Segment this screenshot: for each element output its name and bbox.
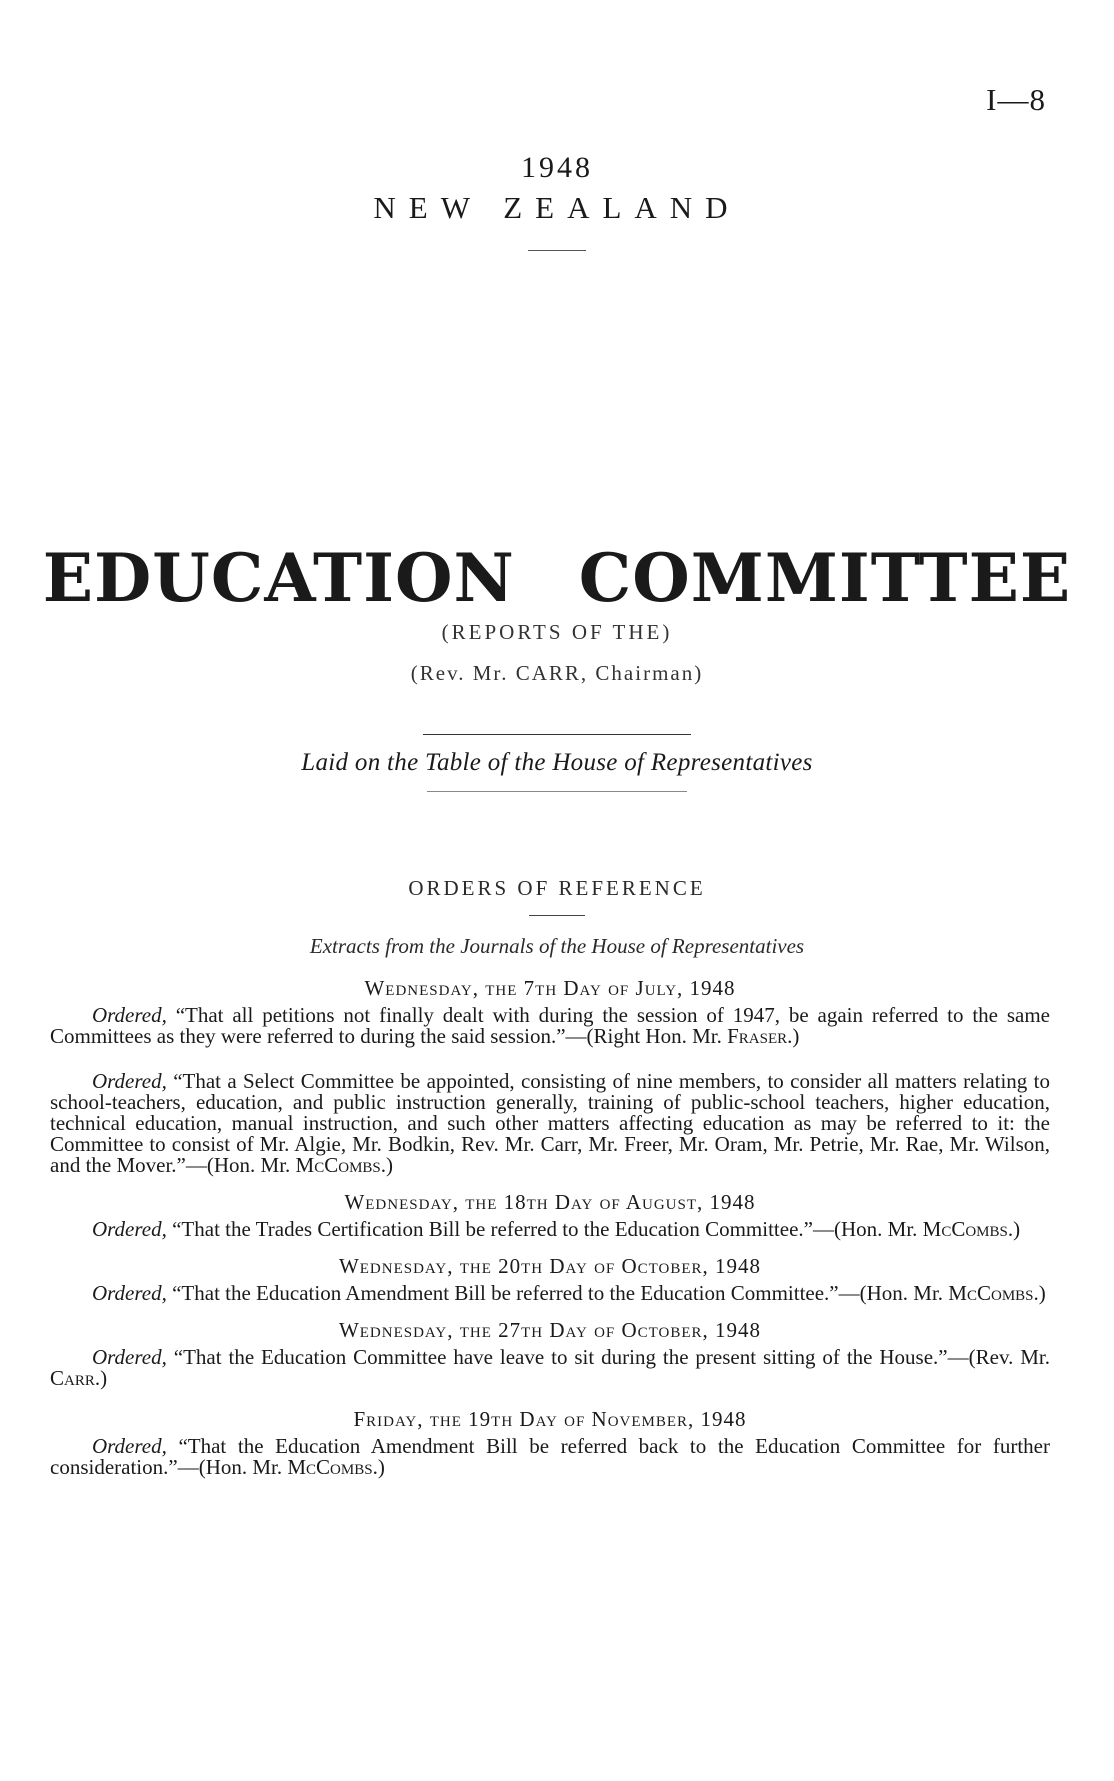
mover-name: McCombs (295, 1153, 381, 1177)
orders-of-reference (0, 876, 1114, 959)
country-heading: NEW ZEALAND (373, 190, 741, 225)
date-heading: Wednesday, the 18th Day of August, 1948 (344, 1190, 756, 1214)
mover-name: Carr (50, 1366, 95, 1390)
ordered-label: Ordered, (92, 1217, 167, 1241)
document-header (0, 150, 1114, 251)
date-heading: Friday, the 19th Day of November, 1948 (353, 1407, 747, 1431)
date-heading: Wednesday, the 27th Day of October, 1948 (338, 1318, 762, 1342)
order-paragraph (50, 1005, 1050, 1047)
order-paragraph (50, 1347, 1050, 1389)
mover-name: McCombs (922, 1217, 1008, 1241)
order-text: “That the Education Amendment Bill be referred to the Education Committee.”—(Hon. Mr. (172, 1281, 949, 1305)
order-close: .) (1033, 1281, 1046, 1305)
order-text: “That all petitions not finally dealt with during the session of 1947, be again referred to the same Committees as they were referred to during the said session.”—(Right Hon. Mr. (50, 1003, 1050, 1048)
order-paragraph (50, 1219, 1050, 1240)
ordered-label: Ordered, (92, 1003, 167, 1027)
orders-body (50, 978, 1050, 1478)
chairman-line: (Rev. Mr. CARR, Chairman) (410, 661, 704, 685)
document-title: EDUCATION COMMITTEE (42, 539, 1072, 617)
order-text: “That a Select Committee be appointed, consisting of nine members, to consider all matters relating to school-teachers, education, and public instruction generally, training of public-school teachers, higher education, technical education, manual instruction, and such other matters affecting education as may be referred to it: the Committee to consist of Mr. Algie, Mr. Bodkin, Rev. Mr. Carr, Mr. Freer, Mr. Oram, Mr. Petrie, Mr. Rae, Mr. Wilson, and the Mover.”—(Hon. Mr. (50, 1069, 1050, 1177)
title-divider (423, 734, 691, 735)
order-close: .) (94, 1366, 108, 1390)
order-text: “That the Education Committee have leave to sit during the present sitting of the House.”—(Rev. Mr. (173, 1345, 1050, 1369)
year: 1948 (521, 151, 593, 184)
order-text: “That the Trades Certification Bill be referred to the Education Committee.”—(Hon. Mr. (172, 1217, 923, 1241)
mover-name: McCombs (948, 1281, 1034, 1305)
date-heading: Wednesday, the 20th Day of October, 1948 (338, 1254, 762, 1278)
page-number: I—8 (986, 82, 1046, 117)
ordered-label: Ordered, (92, 1069, 167, 1093)
order-paragraph (50, 1283, 1050, 1304)
extracts-heading: Extracts from the Journals of the House of Representatives (309, 934, 805, 958)
mover-name: McCombs (287, 1455, 373, 1479)
order-paragraph (50, 1071, 1050, 1176)
order-text: “That the Education Amendment Bill be referred back to the Education Committee for further consideration.”—(Hon. Mr. (50, 1434, 1050, 1479)
mover-name: Fraser (727, 1024, 788, 1048)
document-subtitle: (REPORTS OF THE) (441, 620, 673, 644)
order-paragraph (50, 1436, 1050, 1478)
ordered-label: Ordered, (92, 1345, 167, 1369)
laid-divider (427, 791, 687, 792)
title-block (0, 540, 1114, 792)
ordered-label: Ordered, (92, 1434, 167, 1458)
header-divider (528, 250, 586, 251)
order-close: .) (380, 1153, 393, 1177)
laid-on-table: Laid on the Table of the House of Representatives (301, 749, 813, 776)
ordered-label: Ordered, (92, 1281, 167, 1305)
order-close: .) (787, 1024, 800, 1048)
date-heading: Wednesday, the 7th Day of July, 1948 (364, 976, 736, 1000)
orders-divider (529, 915, 585, 916)
order-close: .) (372, 1455, 385, 1479)
order-close: .) (1007, 1217, 1021, 1241)
orders-heading: ORDERS OF REFERENCE (408, 876, 706, 900)
